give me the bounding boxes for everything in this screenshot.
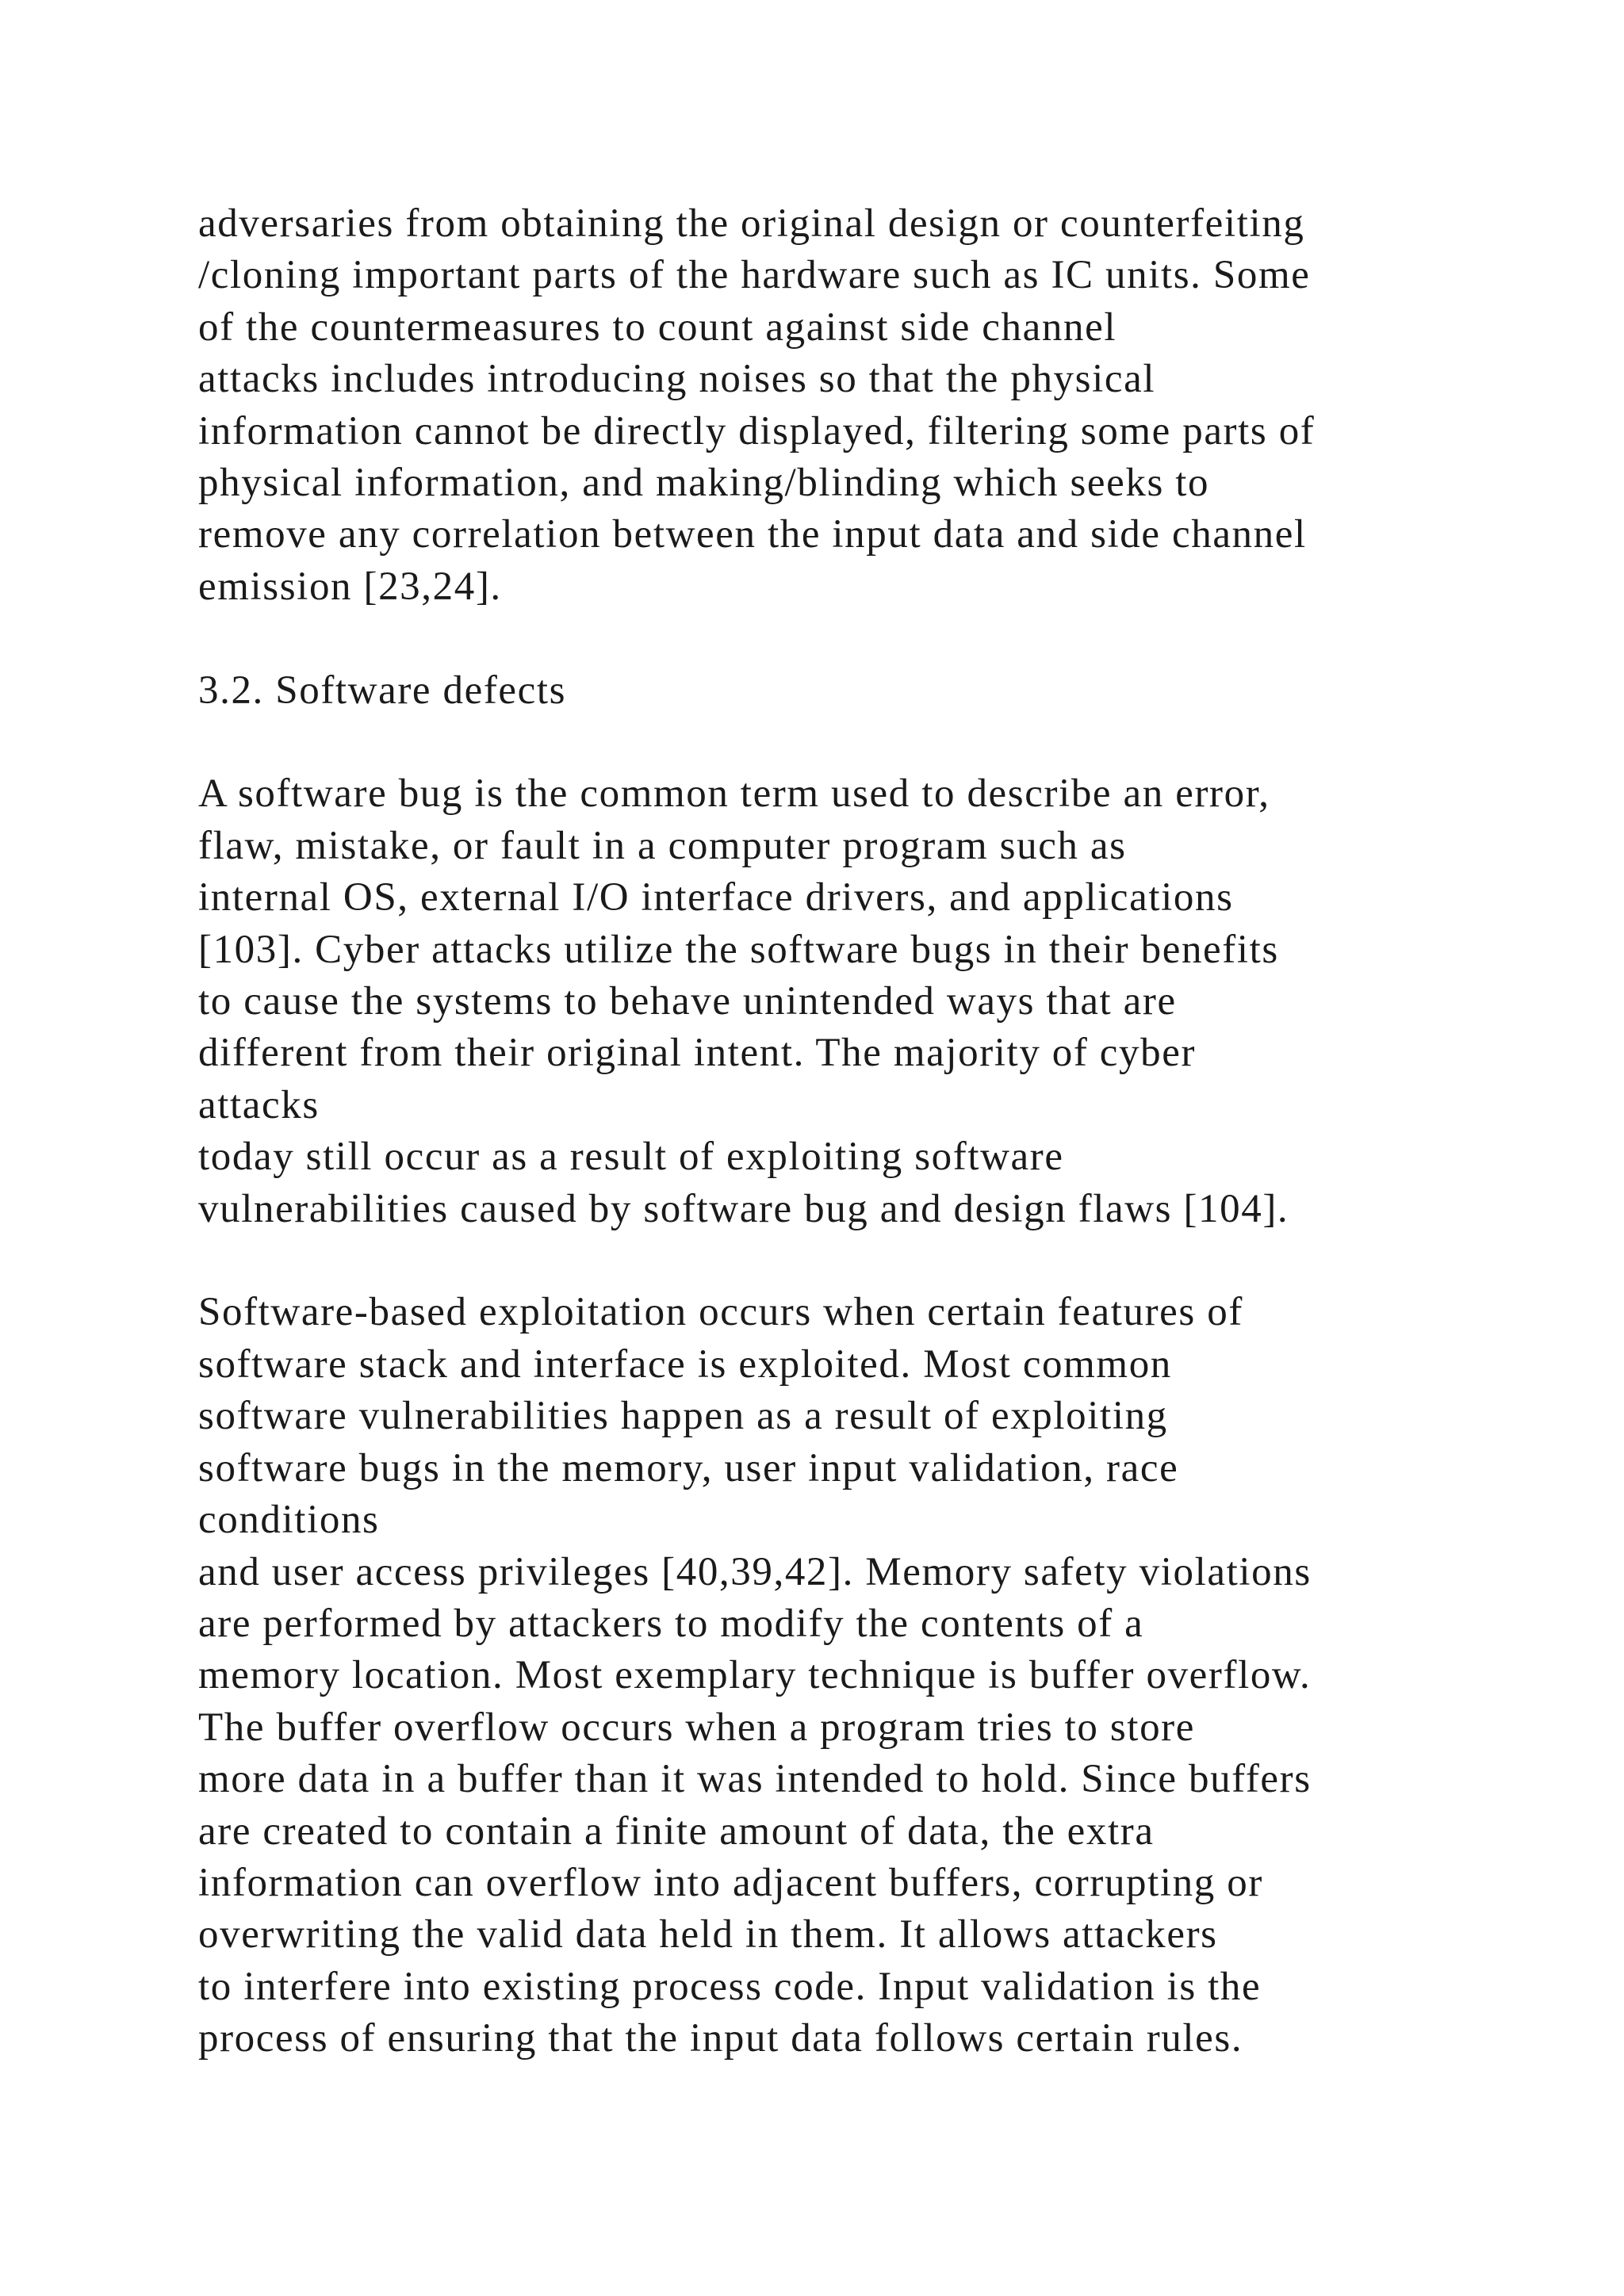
text-line: software bugs in the memory, user input validation, race: [198, 1445, 1179, 1490]
blank-line: [198, 717, 1546, 768]
paragraph-software-bug: [198, 768, 1546, 1235]
text-line: The buffer overflow occurs when a program tries to store: [198, 1705, 1195, 1750]
text-line: today still occur as a result of exploiting software: [198, 1135, 1064, 1180]
text-line: attacks includes introducing noises so that the physical: [198, 357, 1156, 402]
text-line: physical information, and making/blinding which seeks to: [198, 461, 1210, 506]
blank-line: [198, 613, 1546, 664]
text-line: [103]. Cyber attacks utilize the software bugs in their benefits: [198, 927, 1279, 972]
text-line: to cause the systems to behave unintended ways that are: [198, 979, 1177, 1024]
text-line: information cannot be directly displayed, filtering some parts of: [198, 408, 1316, 453]
text-line: vulnerabilities caused by software bug and design flaws [104].: [198, 1186, 1289, 1231]
document-page: [198, 198, 1546, 2065]
text-line: emission [23,24].: [198, 564, 502, 609]
text-line: flaw, mistake, or fault in a computer program such as: [198, 823, 1127, 868]
text-line: different from their original intent. The majority of cyber: [198, 1031, 1197, 1076]
text-line: internal OS, external I/O interface drivers, and applications: [198, 875, 1234, 920]
section-heading-text: 3.2. Software defects: [198, 668, 567, 713]
text-line: of the countermeasures to count against side channel: [198, 304, 1117, 350]
text-line: are performed by attackers to modify the contents of a: [198, 1601, 1144, 1646]
text-line: and user access privileges [40,39,42]. Memory safety violations: [198, 1549, 1312, 1594]
text-line: software vulnerabilities happen as a result of exploiting: [198, 1394, 1168, 1439]
text-line: A software bug is the common term used to describe an error,: [198, 771, 1270, 817]
text-line: /cloning important parts of the hardware such as IC units. Some: [198, 253, 1311, 298]
text-line: conditions: [198, 1498, 380, 1543]
text-line: to interfere into existing process code. Input validation is the: [198, 1964, 1262, 2009]
text-line: attacks: [198, 1082, 320, 1127]
text-line: memory location. Most exemplary technique is buffer overflow.: [198, 1653, 1312, 1698]
text-line: information can overflow into adjacent buffers, corrupting or: [198, 1860, 1263, 1905]
text-line: software stack and interface is exploited. Most common: [198, 1341, 1172, 1387]
text-line: Software-based exploitation occurs when certain features of: [198, 1290, 1243, 1335]
blank-line: [198, 1235, 1546, 1287]
text-line: are created to contain a finite amount of data, the extra: [198, 1808, 1155, 1854]
text-line: adversaries from obtaining the original design or counterfeiting: [198, 201, 1305, 246]
text-line: process of ensuring that the input data follows certain rules.: [198, 2016, 1243, 2061]
section-heading: [198, 665, 1546, 717]
text-line: overwriting the valid data held in them. It allows attackers: [198, 1912, 1218, 1957]
paragraph-side-channel-countermeasures: [198, 198, 1546, 613]
text-line: remove any correlation between the input data and side channel: [198, 512, 1307, 557]
text-line: more data in a buffer than it was intended to hold. Since buffers: [198, 1757, 1312, 1802]
paragraph-software-exploitation: [198, 1287, 1546, 2064]
